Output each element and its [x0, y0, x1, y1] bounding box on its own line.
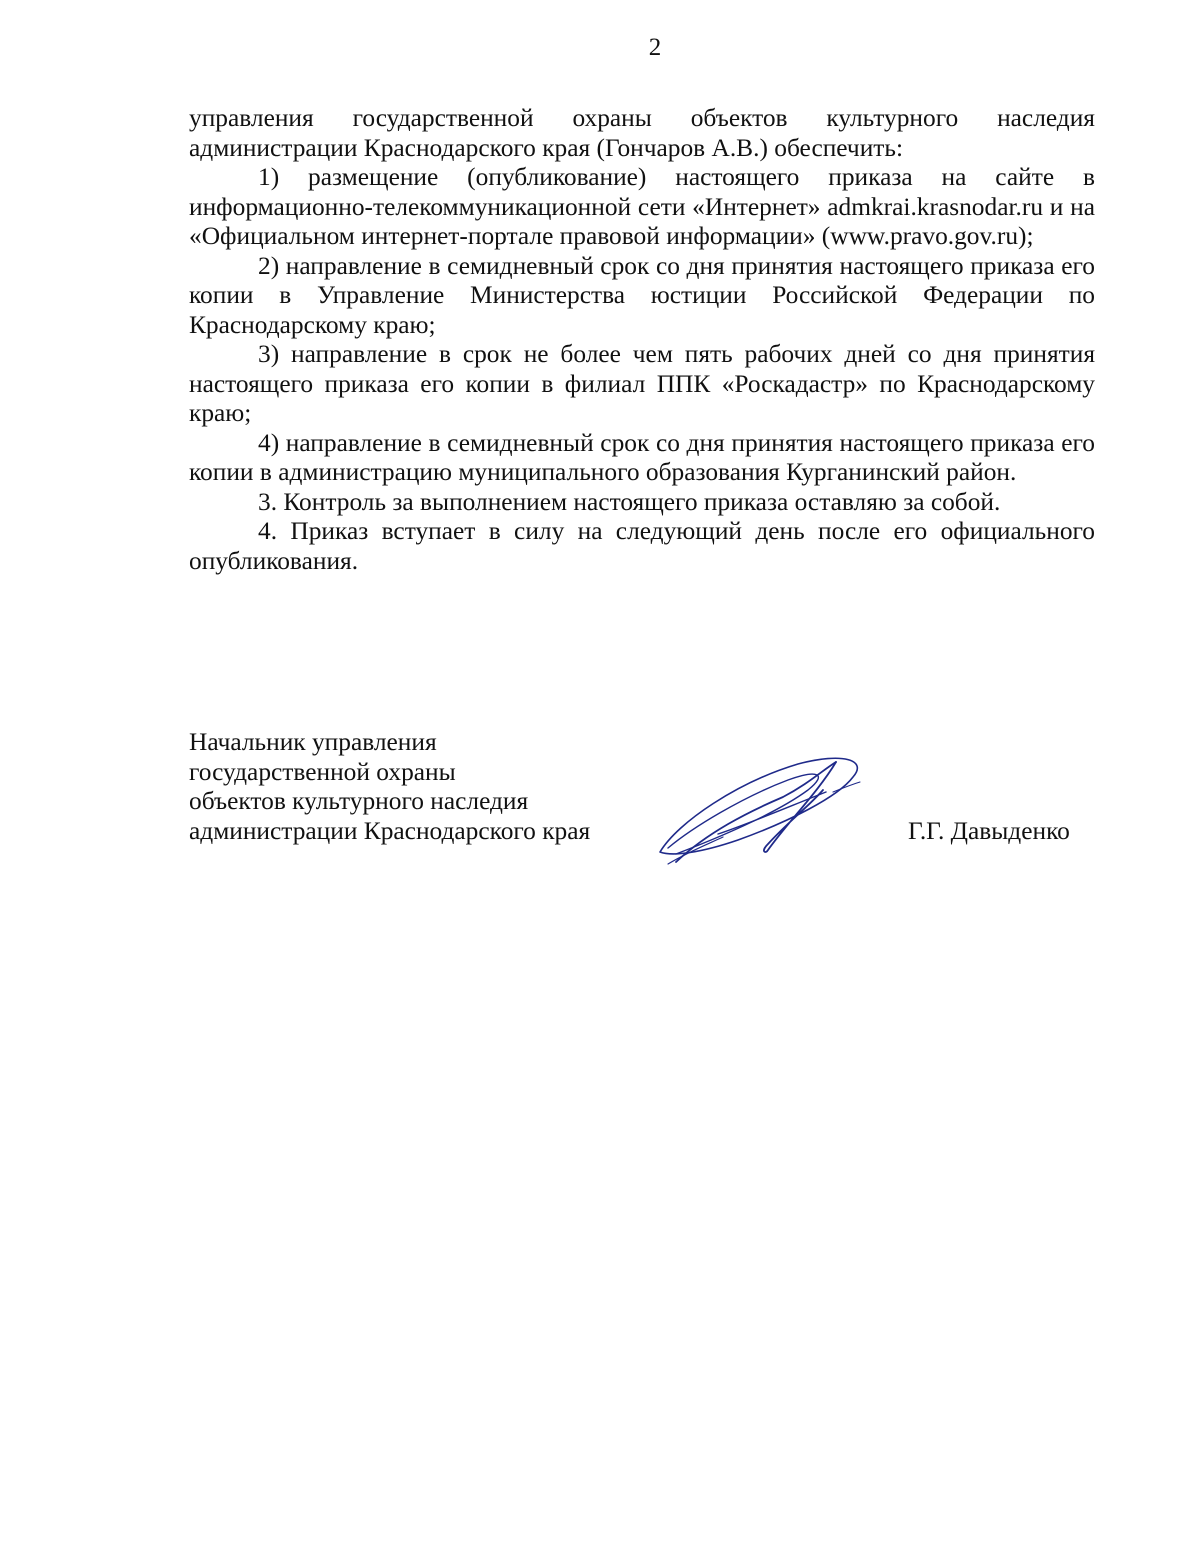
- position-line: администрации Краснодарского края: [189, 816, 591, 845]
- paragraph-continuation: управления государственной охраны объектов культурного наследия администрации Краснодарского края (Гончаров А.В.) обеспечить:: [189, 104, 1095, 162]
- signer-position: [189, 728, 590, 846]
- position-line: государственной охраны: [189, 757, 456, 786]
- signer-name: Г.Г. Давыденко: [908, 817, 1070, 845]
- paragraph-clause-3: 3. Контроль за выполнением настоящего приказа оставляю за собой.: [258, 487, 1001, 516]
- handwritten-signature: [648, 752, 868, 870]
- paragraph-item-3: 3) направление в срок не более чем пять рабочих дней со дня принятия настоящего приказа его копии в филиал ППК «Роскадастр» по Краснодарскому краю;: [189, 340, 1095, 427]
- position-line: объектов культурного наследия: [189, 787, 529, 815]
- position-line: Начальник управления: [189, 728, 437, 756]
- paragraph-clause-4: 4. Приказ вступает в силу на следующий день после его официального опубликования.: [189, 517, 1095, 575]
- paragraph-item-1: 1) размещение (опубликование) настоящего приказа на сайте в информационно-телекоммуникационной сети «Интернет» admkrai.krasnodar.ru и на «Официальном интернет-портале правовой информации» (www.pravo.gov.ru);: [189, 163, 1095, 250]
- paragraph-item-4: 4) направление в семидневный срок со дня принятия настоящего приказа его копии в администрацию муниципального образования Курганинский район.: [189, 428, 1095, 486]
- document-body: [189, 104, 1095, 576]
- paragraph-item-2: 2) направление в семидневный срок со дня принятия настоящего приказа его копии в Управление Министерства юстиции Российской Федерации по Краснодарскому краю;: [189, 251, 1095, 339]
- page-number: 2: [648, 34, 662, 61]
